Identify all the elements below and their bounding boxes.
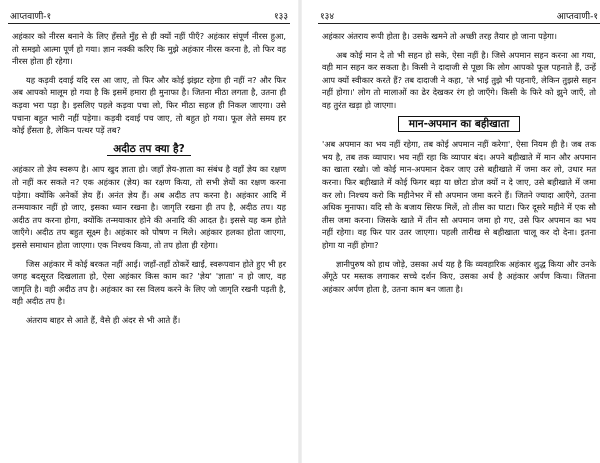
left-paragraph-5: अंतराय बाहर से आते हैं, वैसे ही अंदर से भी आते हैं।: [26, 314, 181, 325]
right-page-number: १३४: [320, 12, 335, 22]
left-paragraph-1: अहंकार को नीरस बनाने के लिए हँसते मुँह से ही क्यों नहीं पीएँ? अहंकार संपूर्ण नीरस हुआ, तो समझो आत्मा पूर्ण हो गया। ज्ञान नक्की करिए कि मुझे अहंकार नीरस करना है, तो फिर वह नीरस होता ही रहेगा।: [12, 31, 286, 67]
left-page-number: १३३: [273, 12, 288, 22]
right-page-body: [318, 24, 600, 295]
left-page-body: [8, 24, 290, 326]
right-header-title: आप्तवाणी-१: [556, 12, 598, 22]
right-paragraph-2: अब कोई मान दे तो भी सहन हो सके, ऐसा नहीं है। जिसे अपमान सहन करना आ गया, वही मान सहन कर सकता है। किसी ने दादाजी से पूछा कि लोग आपको फूल पहनाते हैं, उन्हें आप क्यों स्वीकार करते हैं? तब दादाजी ने कहा, 'ले भाई तुझे भी पहनाएँ, लेकिन तुझसे सहन नहीं होगा।' लोग तो मालाओं का ढेर देखकर रंग हो जाएँगे। किसी के फिरे को झुने जाएँ, तो वह तुरंत खड़ा हो जाएगा।: [322, 49, 596, 110]
left-section-title: अदीठ तप क्या है?: [107, 143, 190, 156]
right-section-title: मान-अपमान का बहीखाता: [398, 116, 520, 132]
left-header-title: आप्तवाणी-१: [10, 12, 52, 22]
left-page: [8, 0, 290, 463]
right-page: [318, 0, 600, 463]
right-paragraph-3: 'अब अपमान का भय नहीं रहेगा, तब कोई अपमान नहीं करेगा', ऐसा नियम ही है। जब तक भय है, तब तक व्यापार। भय नहीं रहा कि व्यापार बंद। अपने बहीखाते में मान और अपमान का खाता रखो। जो कोई मान-अपमान देकर जाए उसे बहीखाते में जमा कर लो, उधार मत करना। फिर बहीखाते में कोई फिगर बड़ा या छोटा डोज क्यों न दे जाए, उसे बहीखाते में जमा कर लो। निश्चय करो कि महीनेभर में सौ अपमान जमा करने हैं। जितने ज्यादा आएँगे, उतना अधिक मुनाफा। यदि सौ के बजाय सिरफ मिलें, तो तीस का घाटा। फिर दूसरे महीने में एक सौ तीस जमा करना। जिसके खाते में तीन सौ अपमान जमा हो गए, उसे फिर अपमान का भय नहीं रहेगा। वह फिर पार उतर जाएगा। पहली तारीख से बहीखाता चालू कर दो देना। इतना होगा या नहीं होगा?: [322, 139, 596, 250]
right-section-title-wrap: [322, 118, 596, 131]
left-paragraph-4: जिस अहंकार में कोई बरकत नहीं आई। जहाँ-तहाँ ठोकरें खाईं, स्वरूपवान होते हुए भी हर जगह बदसूरत दिखलाता हो, ऐसा अहंकार किस काम का? 'ज्ञेय' 'ज्ञाता' न हो जाए, वह जागृति है। वही अदीठ तप है। अहंकार का रस विलय करने के लिए जो जागृति रखनी पड़ती है, वही अदीठ तप है।: [12, 258, 286, 307]
left-page-header: [8, 6, 290, 24]
right-paragraph-4: ज्ञानीपुरुष को हाथ जोड़े, उसका अर्थ यह है कि व्यवहारिक अहंकार शुद्ध किया और उनके अँगूठे पर मस्तक लगाकर सच्चे दर्शन किए, उसका अर्थ है अहंकार अर्पण किया। जितना अहंकार अर्पण होता है, उतना काम बन जाता है।: [322, 258, 596, 294]
left-paragraph-3: अहंकार तो ज्ञेय स्वरूप है। आप खुद ज्ञाता हो। जहाँ ज्ञेय-ज्ञाता का संबंध है वहाँ ज्ञेय का रक्षण तो नहीं कर सकते न? एक अहंकार (ज्ञेय) का रक्षण किया, तो सभी ज्ञेयों का रक्षण करना पड़ेगा। क्योंकि अनेकों ज्ञेय हैं। अनंत ज्ञेय हैं। अब अदीठ तप करना है। अहंकार आदि में तन्मयाकार नहीं हो जाए, इसका ध्यान रखना है। जागृति रखना ही तप है, अदीठ तप। यह अदीठ तप करना होगा, क्योंकि तन्मयाकार होने की अनादि की आदत है। इससे यह कम होते जाएँगे। अदीठ तप बहुत सूक्ष्म है। अहंकार को पोषण न मिले। अहंकार हलका होता जाएगा, इससे समाधान होता जाएगा। एक निश्चय किया, तो तप होता ही रहेगा।: [12, 164, 286, 250]
left-section-title-wrap: [12, 143, 286, 156]
right-page-header: [318, 6, 600, 24]
left-paragraph-2: यह कड़वी दवाई यदि रस आ जाए, तो फिर और कोई झंझट रहेगा ही नहीं न? और फिर अब आपको मालूम हो गया है कि इसमें हमारा ही मुनाफा है। जितना मीठा लगता है, उतना ही कड़वा भरा पड़ा है। इसलिए पहले कड़वा पचा लो, फिर मीठा सहज ही निकल जाएगा। उसे पचाना बहुत भारी नहीं पड़ेगा। कड़वी दवाई पच जाए, तो बहुत हो गया। फूल लेते समय हर कोई हँसता है, लेकिन पत्थर पड़ें तब?: [12, 74, 286, 136]
book-gutter: [298, 0, 302, 463]
right-paragraph-1: अहंकार अंतराय रूपी होता है। उसके खमने तो अच्छी तरह तैयार हो जाना पड़ेगा।: [322, 31, 557, 41]
